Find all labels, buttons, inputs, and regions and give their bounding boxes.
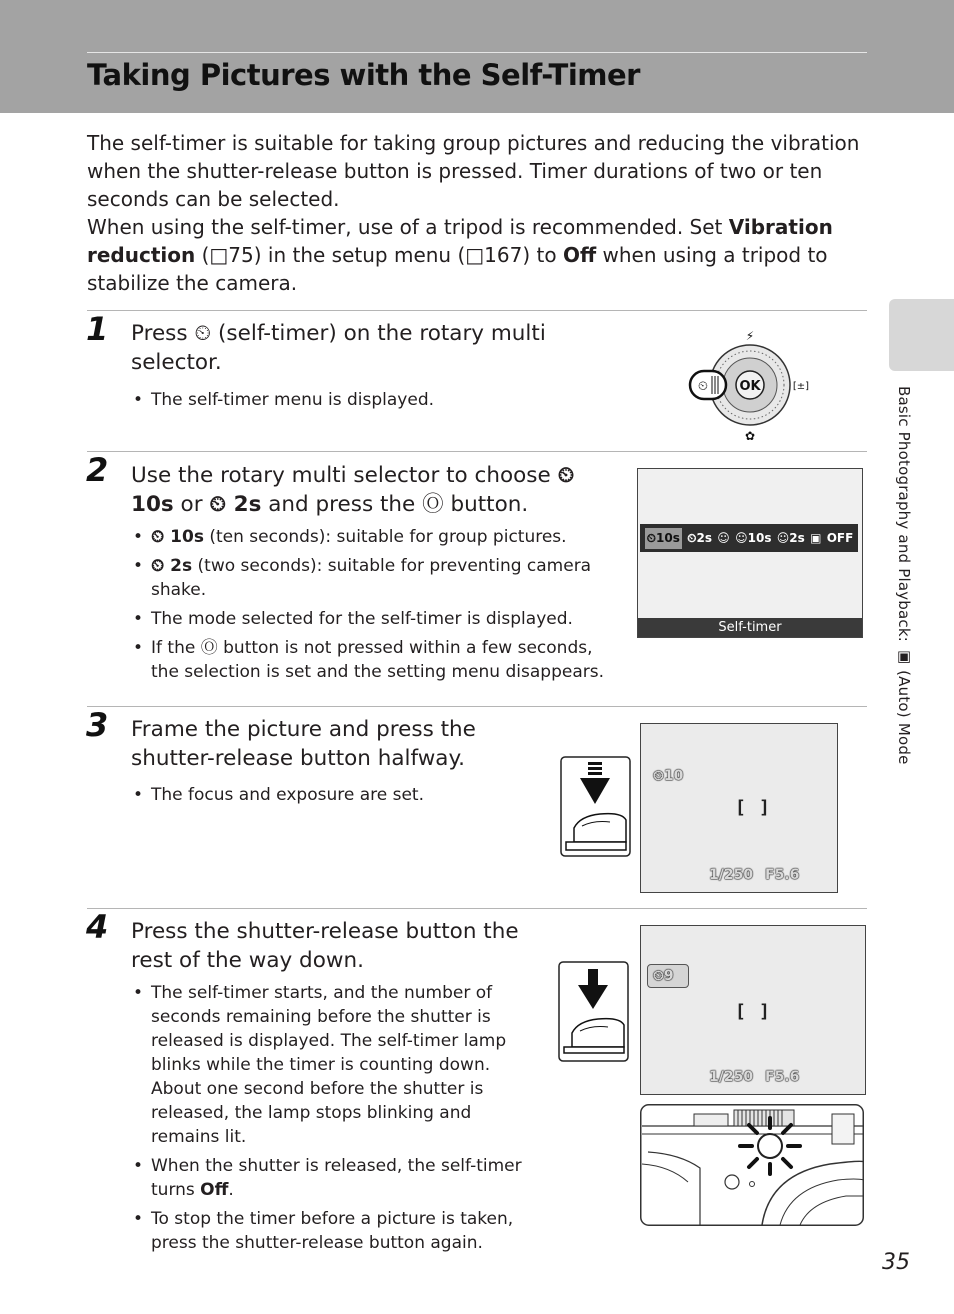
menu-caption: Self-timer xyxy=(638,618,862,637)
step-2-head-g: button. xyxy=(443,492,529,517)
page-header xyxy=(0,0,954,113)
shutter-half-press-icon xyxy=(560,756,632,858)
lcd-half-press xyxy=(640,723,838,893)
header-rule xyxy=(87,52,867,53)
step-3-bullet-1: • The focus and exposure are set. xyxy=(131,783,531,807)
step-2-number: 2 xyxy=(86,451,109,489)
lcd-countdown-readout: ⏲9 xyxy=(653,968,674,984)
chapter-tab xyxy=(889,299,954,371)
rotary-multi-selector-diagram xyxy=(686,326,812,444)
self-timer-menu-bar xyxy=(640,524,858,552)
self-timer-10s-label: ⏲ 10s xyxy=(131,463,575,517)
separator-4 xyxy=(87,908,867,909)
step-2-bullet-1 xyxy=(131,525,611,549)
step-4-bullet-2 xyxy=(131,1154,531,1202)
self-timer-menu-screen xyxy=(637,468,863,638)
menu-option-smile-2s[interactable]: ☺2s xyxy=(776,531,805,545)
dial-self-timer-icon: ⏲ xyxy=(697,379,709,394)
menu-option-pet[interactable]: ▣ xyxy=(810,531,822,545)
step-2-head-e: and press the xyxy=(261,492,423,517)
focus-bracket-left: [ xyxy=(735,797,746,818)
step-4-bullet-3: • To stop the timer before a picture is taken, press the shutter-release button again. xyxy=(131,1207,531,1255)
self-timer-10s-icon: ⏲ 10s xyxy=(151,527,204,547)
chapter-label: Basic Photography and Playback: ▣ (Auto) Mode xyxy=(895,386,913,765)
self-timer-2s-icon: ⏲ 2s xyxy=(151,556,193,576)
menu-option-10s[interactable]: ⏲10s xyxy=(645,528,682,549)
step-4-b2-c: . xyxy=(228,1180,234,1200)
self-timer-lamp-illustration xyxy=(640,1104,864,1226)
step-2-b4-b: button is not pressed within a few seconds, the selection is set and the setting menu disappears. xyxy=(151,638,604,682)
lcd-aperture: F5.6 xyxy=(765,1069,800,1085)
shutter-full-press-icon xyxy=(558,961,630,1063)
menu-option-smile[interactable]: ☺ xyxy=(717,531,730,545)
step-4-bullets xyxy=(131,981,531,1260)
dial-macro-icon: ✿ xyxy=(744,429,756,443)
step-3-heading: Frame the picture and press the shutter-release button halfway. xyxy=(131,717,476,771)
step-4-b2-off: Off xyxy=(200,1180,229,1200)
intro-text xyxy=(87,129,877,297)
separator-3 xyxy=(87,706,867,707)
step-1-heading: Press ⏲ (self-timer) on the rotary multi selector. xyxy=(131,321,546,375)
step-2-head-a: Use the rotary multi selector to choose xyxy=(131,463,558,488)
step-2-heading xyxy=(131,461,621,519)
step-4-heading: Press the shutter-release button the rest of the way down. xyxy=(131,919,519,973)
focus-bracket-left: [ xyxy=(735,1001,746,1022)
step-2-b1-text: (ten seconds): suitable for group pictures. xyxy=(203,527,567,547)
step-3-bullets xyxy=(131,783,531,812)
step-2-bullet-2 xyxy=(131,554,611,602)
step-2-bullets xyxy=(131,525,611,689)
step-2-b2-text: (two seconds): suitable for preventing camera shake. xyxy=(151,556,592,600)
step-1-bullet-1: • The self-timer menu is displayed. xyxy=(131,388,571,412)
step-2-bullet-3: • The mode selected for the self-timer is displayed. xyxy=(131,607,611,631)
step-1-bullets xyxy=(131,388,571,417)
menu-option-off[interactable]: OFF xyxy=(826,531,854,545)
intro-paragraph-2 xyxy=(87,213,877,297)
ok-button-icon: Ⓞ xyxy=(200,638,218,658)
step-4-b2-a: When the shutter is released, the self-timer turns xyxy=(151,1156,522,1200)
intro-p2-vibration-reduction: Vibration reduction xyxy=(87,215,833,267)
dial-flash-icon: ⚡ xyxy=(745,329,755,343)
separator-1 xyxy=(87,310,867,311)
step-3-number: 3 xyxy=(86,706,109,744)
lcd-timer-readout: ⏲10 xyxy=(653,768,684,784)
self-timer-2s-label: ⏲ 2s xyxy=(209,492,262,517)
intro-p2-c: (□75) in the setup menu (□167) to xyxy=(195,243,563,267)
dial-ok-label: OK xyxy=(739,379,761,394)
focus-bracket-right: ] xyxy=(759,1001,770,1022)
intro-paragraph-1: The self-timer is suitable for taking group pictures and reducing the vibration when the shutter-release button is pressed. Timer durations of two or ten seconds can be selected. xyxy=(87,131,860,211)
dial-exposure-icon: [±] xyxy=(792,381,810,392)
step-2-bullet-4 xyxy=(131,636,611,684)
lcd-shutter-speed: 1/250 xyxy=(709,1069,754,1085)
page-number: 35 xyxy=(882,1250,910,1275)
menu-option-2s[interactable]: ⏲2s xyxy=(687,530,712,545)
separator-2 xyxy=(87,451,867,452)
intro-p2-e: when using a tripod to stabilize the camera. xyxy=(87,243,828,295)
intro-p2-off: Off xyxy=(562,243,597,267)
focus-bracket-right: ] xyxy=(759,797,770,818)
step-1-number: 1 xyxy=(86,310,109,348)
menu-option-smile-10s[interactable]: ☺10s xyxy=(735,531,772,545)
lcd-countdown xyxy=(640,925,866,1095)
lcd-aperture: F5.6 xyxy=(765,867,800,883)
ok-button-icon: Ⓞ xyxy=(422,492,444,517)
step-2-head-c: or xyxy=(173,492,210,517)
step-4-number: 4 xyxy=(86,908,109,946)
intro-p2-a: When using the self-timer, use of a tripod is recommended. Set xyxy=(87,215,729,239)
step-4-bullet-1: • The self-timer starts, and the number of seconds remaining before the shutter is released is displayed. The self-timer lamp blinks while the timer is counting down. About one second before the shutter is released, the lamp stops blinking and remains lit. xyxy=(131,981,531,1149)
step-2-b4-a: If the xyxy=(151,638,201,658)
lcd-shutter-speed: 1/250 xyxy=(709,867,754,883)
page-title: Taking Pictures with the Self-Timer xyxy=(87,58,640,92)
